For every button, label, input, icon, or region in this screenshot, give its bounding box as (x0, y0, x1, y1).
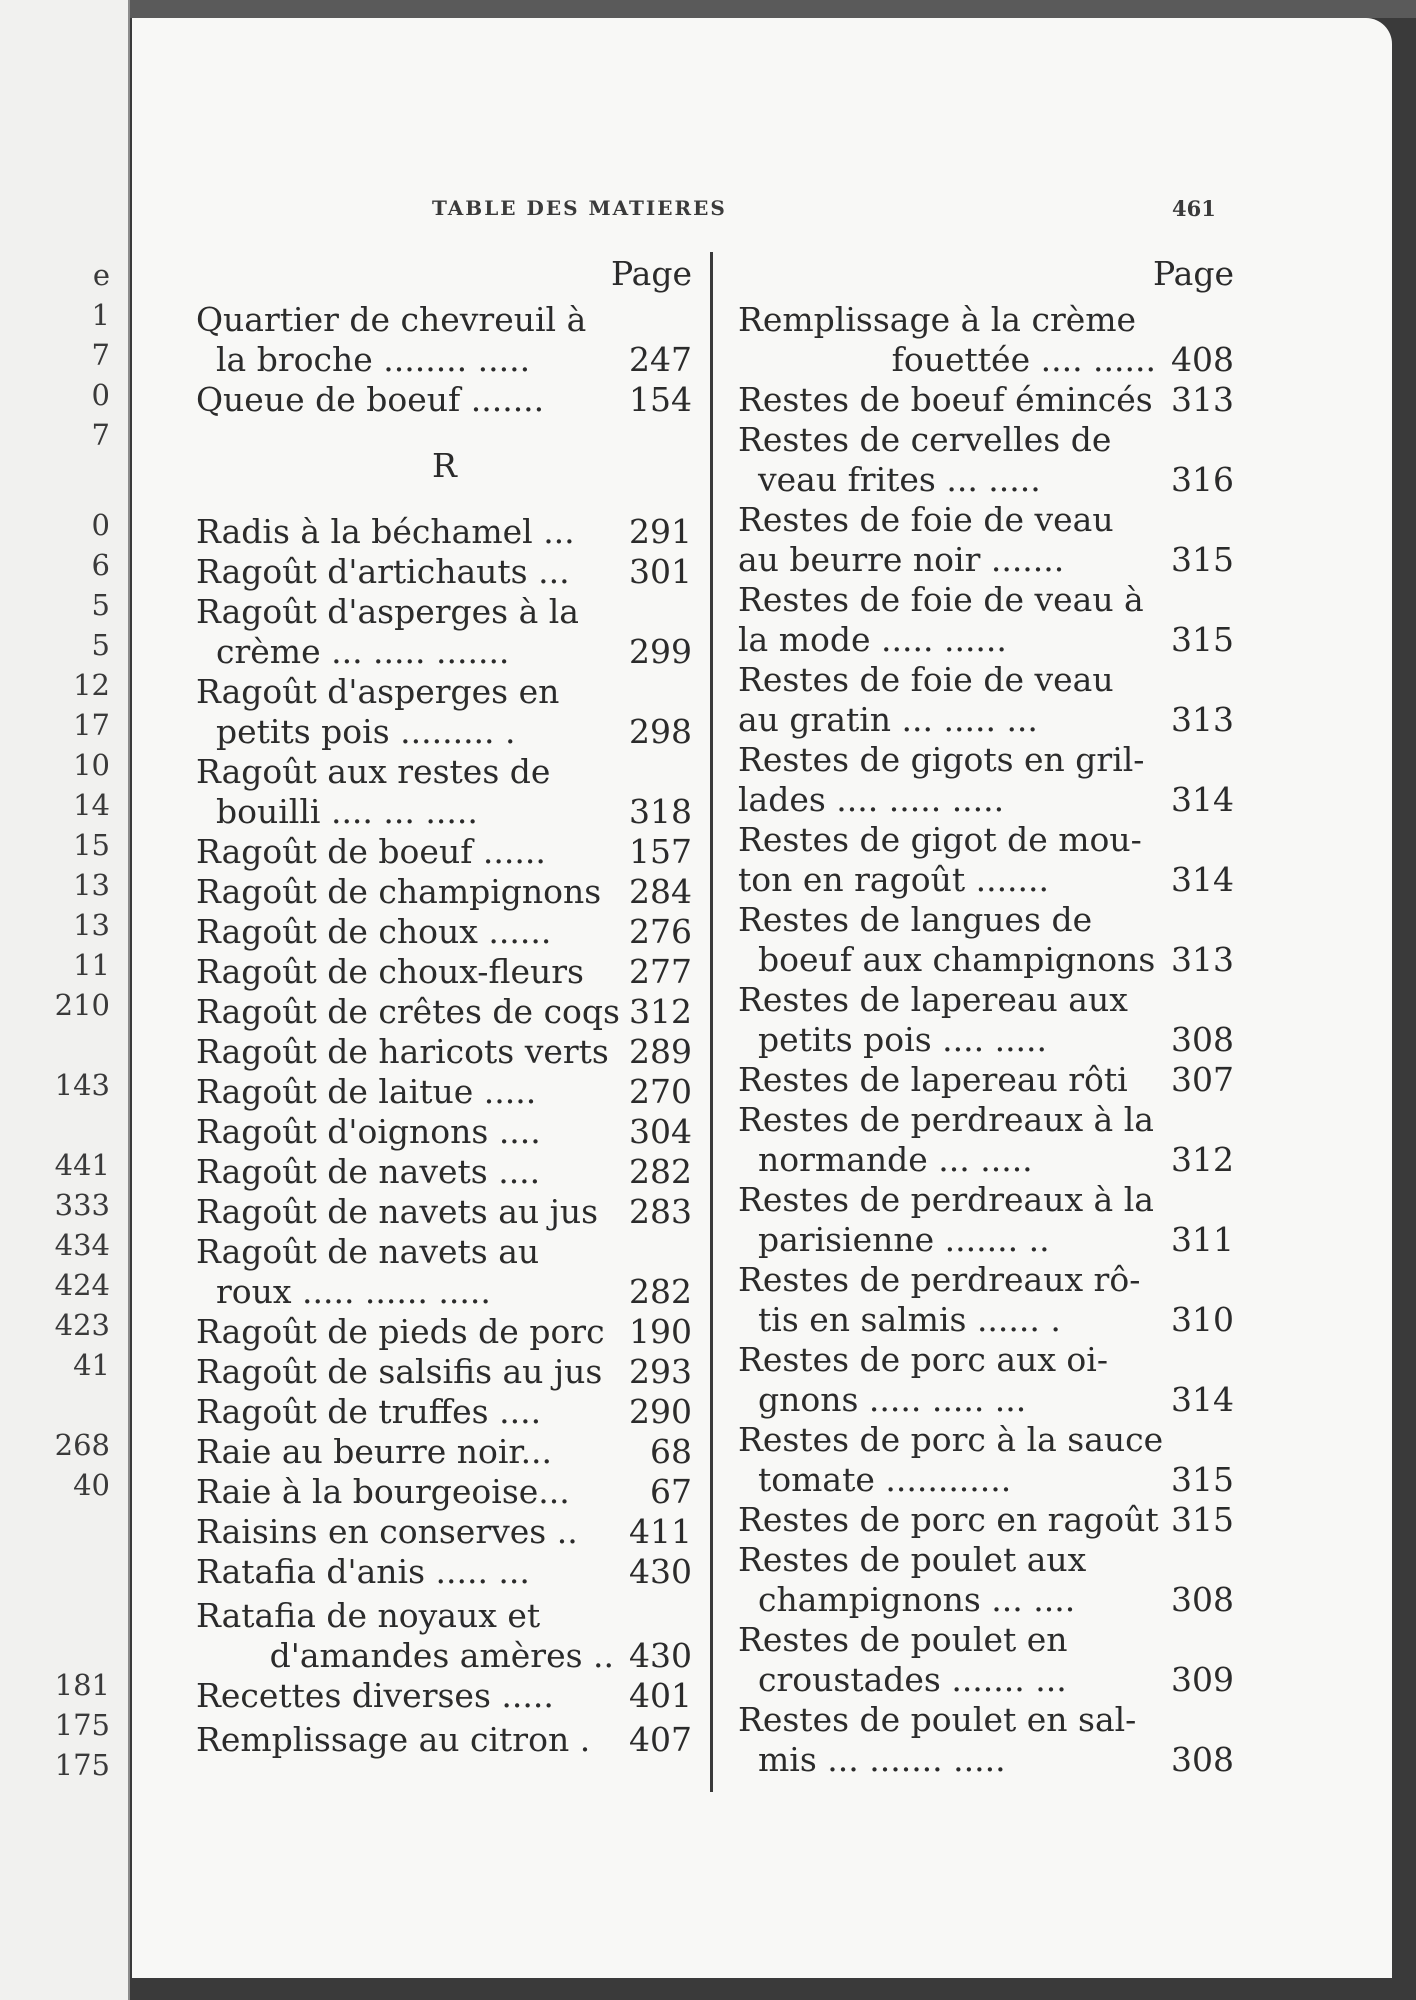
index-entry-line (738, 900, 1234, 940)
index-entry-line (738, 1500, 1234, 1540)
index-entry-line (738, 1140, 1234, 1180)
index-entry-page: 315 (1171, 1460, 1234, 1499)
index-entry-line (738, 1380, 1234, 1420)
previous-page-number: 333 (54, 1188, 110, 1222)
index-entry-text: Restes de porc en ragoût (738, 1500, 1159, 1539)
index-entry-page: 407 (629, 1720, 692, 1759)
column-divider (710, 252, 713, 1792)
index-entry-text: au beurre noir ....... (738, 540, 1065, 579)
index-entry-text: Ragoût de navets .... (196, 1152, 541, 1191)
previous-page-number: 268 (54, 1428, 110, 1462)
index-entry-text: Restes de gigot de mou- (738, 820, 1142, 859)
previous-page-number: 14 (73, 788, 110, 822)
index-entry-text: boeuf aux champignons (758, 940, 1156, 979)
index-entry-text: normande ... ..... (758, 1140, 1033, 1179)
index-entry-text: Ragoût de pieds de porc (196, 1312, 605, 1351)
section-letter: R (432, 446, 457, 485)
index-entry-page: 308 (1171, 1020, 1234, 1059)
index-entry-line (738, 1700, 1234, 1740)
previous-page-number: e (92, 258, 110, 292)
index-entry-page: 190 (629, 1312, 692, 1351)
index-entry-text: Restes de lapereau rôti (738, 1060, 1128, 1099)
index-entry-text: ton en ragoût ....... (738, 860, 1050, 899)
index-entry-text: gnons ..... ..... ... (758, 1380, 1027, 1419)
index-entry-text: Recettes diverses ..... (196, 1676, 554, 1715)
index-entry-page: 312 (629, 992, 692, 1031)
index-entry-page: 277 (629, 952, 692, 991)
previous-page-number: 181 (54, 1668, 110, 1702)
index-entry-text: Restes de poulet en (738, 1620, 1068, 1659)
index-entry-page: 290 (629, 1392, 692, 1431)
previous-page-number: 434 (54, 1228, 110, 1262)
index-entry-text: Ragoût de choux ...... (196, 912, 552, 951)
index-entry-line (196, 1232, 692, 1272)
index-entry-line (196, 1152, 692, 1192)
index-entry-text: Ragoût d'oignons .... (196, 1112, 541, 1151)
index-entry-page: 154 (629, 380, 692, 419)
index-entry-page: 313 (1171, 940, 1234, 979)
index-entry-line (738, 1740, 1234, 1780)
running-head: TABLE DES MATIERES (432, 196, 727, 220)
index-entry-line (738, 1420, 1234, 1460)
index-entry-text: Restes de porc à la sauce (738, 1420, 1164, 1459)
index-entry-line (196, 712, 692, 752)
index-entry-text: lades .... ..... ..... (738, 780, 1005, 819)
index-entry-page: 314 (1171, 1380, 1234, 1419)
index-entry-line (196, 592, 692, 632)
previous-page-number: 6 (91, 548, 110, 582)
index-entry-line (196, 912, 692, 952)
index-entry-line (738, 1660, 1234, 1700)
index-entry-line (196, 552, 692, 592)
index-entry-text: Remplissage au citron . (196, 1720, 591, 1759)
index-entry-page: 311 (1171, 1220, 1234, 1259)
index-entry-line (738, 940, 1234, 980)
index-entry-line (196, 1636, 692, 1676)
index-entry-text: Restes de perdreaux à la (738, 1180, 1154, 1219)
index-entry-line (738, 620, 1234, 660)
previous-page-number: 5 (91, 628, 110, 662)
index-entry-text: Quartier de chevreuil à (196, 300, 587, 339)
index-entry-text: mis ... ....... ..... (758, 1740, 1006, 1779)
index-entry-line (196, 1272, 692, 1312)
index-entry-page: 314 (1171, 860, 1234, 899)
index-entry-line (196, 1072, 692, 1112)
index-entry-line (738, 1340, 1234, 1380)
index-entry-text: Restes de cervelles de (738, 420, 1112, 459)
index-entry-text: Raie à la bourgeoise... (196, 1472, 570, 1511)
index-entry-text: bouilli .... ... ..... (216, 792, 478, 831)
index-entry-page: 291 (629, 512, 692, 551)
previous-page-number: 424 (54, 1268, 110, 1302)
index-entry-page: 301 (629, 552, 692, 591)
index-entry-text: roux ..... ...... ..... (216, 1272, 491, 1311)
index-entry-line (196, 872, 692, 912)
previous-page-number: 175 (54, 1708, 110, 1742)
previous-page-number: 7 (91, 338, 110, 372)
index-entry-line (738, 980, 1234, 1020)
index-entry-text: Queue de boeuf ....... (196, 380, 545, 419)
index-entry-line (738, 500, 1234, 540)
index-entry-line (196, 1720, 692, 1760)
index-entry-page: 316 (1171, 460, 1234, 499)
index-entry-line (196, 752, 692, 792)
index-entry-text: Remplissage à la crème (738, 300, 1137, 339)
previous-page-number: 11 (73, 948, 110, 982)
previous-page-number: 13 (73, 868, 110, 902)
index-entry-text: fouettée .... ...... (891, 340, 1156, 379)
index-entry-text: Ragoût de navets au jus (196, 1192, 599, 1231)
index-entry-line (738, 1100, 1234, 1140)
index-entry-page: 270 (629, 1072, 692, 1111)
index-entry-text: Restes de poulet en sal- (738, 1700, 1137, 1739)
index-entry-text: Raisins en conserves .. (196, 1512, 578, 1551)
index-entry-text: Restes de lapereau aux (738, 980, 1128, 1019)
index-entry-page: 282 (629, 1272, 692, 1311)
index-entry-line (738, 660, 1234, 700)
index-entry-line (738, 1020, 1234, 1060)
index-entry-line (738, 1460, 1234, 1500)
index-entry-line (738, 300, 1234, 340)
index-entry-line (196, 1352, 692, 1392)
index-entry-line (196, 380, 692, 420)
index-entry-page: 282 (629, 1152, 692, 1191)
index-entry-page: 283 (629, 1192, 692, 1231)
index-entry-text: Restes de perdreaux à la (738, 1100, 1154, 1139)
index-entry-line (196, 1312, 692, 1352)
index-entry-line (196, 300, 692, 340)
index-entry-page: 430 (629, 1552, 692, 1591)
index-entry-page: 315 (1171, 540, 1234, 579)
index-entry-page: 299 (629, 632, 692, 671)
index-entry-line (196, 632, 692, 672)
index-entry-text: Ragoût de crêtes de coqs (196, 992, 620, 1031)
index-entry-line (738, 1540, 1234, 1580)
previous-page-number: 1 (91, 298, 110, 332)
previous-page-number: 7 (91, 418, 110, 452)
index-entry-line (196, 832, 692, 872)
index-entry-line (196, 1676, 692, 1716)
index-entry-line (738, 1220, 1234, 1260)
previous-page-number: 41 (73, 1348, 110, 1382)
index-entry-text: tis en salmis ...... . (758, 1300, 1061, 1339)
index-entry-text: la mode ..... ...... (738, 620, 1007, 659)
index-entry-page: 318 (629, 792, 692, 831)
index-entry-page: 293 (629, 1352, 692, 1391)
index-entry-page: 157 (629, 832, 692, 871)
page-column-heading: Page (1152, 254, 1234, 293)
index-entry-text: Ragoût de boeuf ...... (196, 832, 546, 871)
index-entry-text: Ragoût d'asperges à la (196, 592, 579, 631)
index-entry-text: petits pois .... ..... (758, 1020, 1048, 1059)
index-entry-line (196, 340, 692, 380)
previous-page-edge (0, 0, 130, 2000)
previous-page-number: 0 (91, 508, 110, 542)
index-entry-line (738, 740, 1234, 780)
previous-page-number: 423 (54, 1308, 110, 1342)
index-entry-page: 315 (1171, 620, 1234, 659)
previous-page-number: 175 (54, 1748, 110, 1782)
index-entry-text: Restes de langues de (738, 900, 1093, 939)
index-entry-text: d'amandes amères .. (269, 1636, 614, 1675)
index-entry-line (738, 860, 1234, 900)
index-entry-text: Restes de foie de veau (738, 500, 1114, 539)
previous-page-number: 143 (54, 1068, 110, 1102)
index-entry-line (738, 380, 1234, 420)
index-entry-text: Ragoût de laitue ..... (196, 1072, 537, 1111)
index-entry-page: 247 (629, 340, 692, 379)
index-entry-line (738, 580, 1234, 620)
index-entry-text: Raie au beurre noir... (196, 1432, 553, 1471)
index-entry-line (738, 1300, 1234, 1340)
index-entry-text: Restes de poulet aux (738, 1540, 1087, 1579)
index-entry-text: parisienne ....... .. (758, 1220, 1050, 1259)
index-entry-text: Ragoût d'artichauts ... (196, 552, 570, 591)
index-entry-page: 307 (1171, 1060, 1234, 1099)
index-entry-page: 313 (1171, 380, 1234, 419)
index-entry-text: Ratafia de noyaux et (196, 1596, 541, 1635)
page-column-heading: Page (610, 254, 692, 293)
previous-page-number: 13 (73, 908, 110, 942)
index-entry-text: Restes de foie de veau (738, 660, 1114, 699)
index-entry-line (196, 1512, 692, 1552)
previous-page-number: 12 (73, 668, 110, 702)
index-entry-line (196, 512, 692, 552)
previous-page-number: 5 (91, 588, 110, 622)
index-entry-text: Ragoût de choux-fleurs (196, 952, 584, 991)
index-entry-page: 401 (629, 1676, 692, 1715)
index-entry-page: 310 (1171, 1300, 1234, 1339)
index-entry-text: Ragoût de truffes .... (196, 1392, 542, 1431)
index-entry-text: Restes de perdreaux rô- (738, 1260, 1141, 1299)
index-entry-page: 408 (1171, 340, 1234, 379)
index-entry-page: 68 (650, 1432, 692, 1471)
index-entry-text: petits pois ......... . (216, 712, 516, 751)
index-entry-page: 304 (629, 1112, 692, 1151)
index-entry-line (196, 1432, 692, 1472)
index-entry-line (738, 1180, 1234, 1220)
index-entry-line (196, 1192, 692, 1232)
index-entry-line (738, 820, 1234, 860)
index-entry-line (738, 540, 1234, 580)
index-entry-line (738, 1060, 1234, 1100)
index-entry-line (738, 780, 1234, 820)
index-entry-text: crème ... ..... ....... (216, 632, 510, 671)
index-entry-text: Ragoût de champignons (196, 872, 602, 911)
index-entry-line (738, 420, 1234, 460)
previous-page-number: 40 (73, 1468, 110, 1502)
previous-page-number: 17 (73, 708, 110, 742)
index-entry-page: 284 (629, 872, 692, 911)
index-entry-page: 313 (1171, 700, 1234, 739)
index-entry-text: Restes de boeuf émincés (738, 380, 1153, 419)
index-entry-line (738, 1580, 1234, 1620)
top-edge (0, 0, 1416, 18)
index-entry-line (738, 340, 1234, 380)
index-entry-page: 67 (650, 1472, 692, 1511)
index-entry-line (196, 992, 692, 1032)
index-entry-text: tomate ............ (758, 1460, 1012, 1499)
previous-page-number: 0 (91, 378, 110, 412)
index-entry-text: Ragoût de salsifis au jus (196, 1352, 603, 1391)
index-entry-line (738, 700, 1234, 740)
previous-page-number: 10 (73, 748, 110, 782)
index-entry-line (196, 1392, 692, 1432)
index-entry-page: 298 (629, 712, 692, 751)
index-entry-line (196, 952, 692, 992)
previous-page-number: 441 (54, 1148, 110, 1182)
index-entry-line (196, 1472, 692, 1512)
index-entry-line (196, 792, 692, 832)
index-entry-page: 315 (1171, 1500, 1234, 1539)
index-entry-page: 309 (1171, 1660, 1234, 1699)
index-entry-line (196, 1112, 692, 1152)
index-entry-text: Radis à la béchamel ... (196, 512, 575, 551)
index-entry-text: Ragoût de haricots verts (196, 1032, 609, 1071)
page-number: 461 (1172, 196, 1216, 221)
index-entry-text: croustades ....... ... (758, 1660, 1067, 1699)
index-entry-page: 312 (1171, 1140, 1234, 1179)
previous-page-number: 210 (54, 988, 110, 1022)
index-entry-page: 289 (629, 1032, 692, 1071)
index-entry-page: 411 (629, 1512, 692, 1551)
index-entry-text: Ragoût aux restes de (196, 752, 551, 791)
index-entry-line (738, 1260, 1234, 1300)
index-entry-text: Restes de foie de veau à (738, 580, 1144, 619)
index-entry-line (196, 1552, 692, 1592)
index-entry-text: la broche ........ ..... (216, 340, 531, 379)
index-entry-page: 308 (1171, 1580, 1234, 1619)
index-entry-text: Restes de porc aux oi- (738, 1340, 1109, 1379)
index-entry-text: Ratafia d'anis ..... ... (196, 1552, 530, 1591)
index-entry-text: champignons ... .... (758, 1580, 1076, 1619)
index-entry-page: 276 (629, 912, 692, 951)
index-entry-text: Ragoût de navets au (196, 1232, 540, 1271)
index-entry-page: 314 (1171, 780, 1234, 819)
index-entry-line (196, 672, 692, 712)
index-entry-line (196, 1032, 692, 1072)
index-entry-line (196, 1596, 692, 1636)
index-entry-line (738, 1620, 1234, 1660)
previous-page-number: 15 (73, 828, 110, 862)
index-entry-page: 308 (1171, 1740, 1234, 1779)
index-entry-line (738, 460, 1234, 500)
index-entry-page: 430 (629, 1636, 692, 1675)
index-entry-text: veau frites ... ..... (758, 460, 1041, 499)
index-entry-text: au gratin ... ..... ... (738, 700, 1038, 739)
index-entry-text: Restes de gigots en gril- (738, 740, 1145, 779)
index-entry-text: Ragoût d'asperges en (196, 672, 560, 711)
